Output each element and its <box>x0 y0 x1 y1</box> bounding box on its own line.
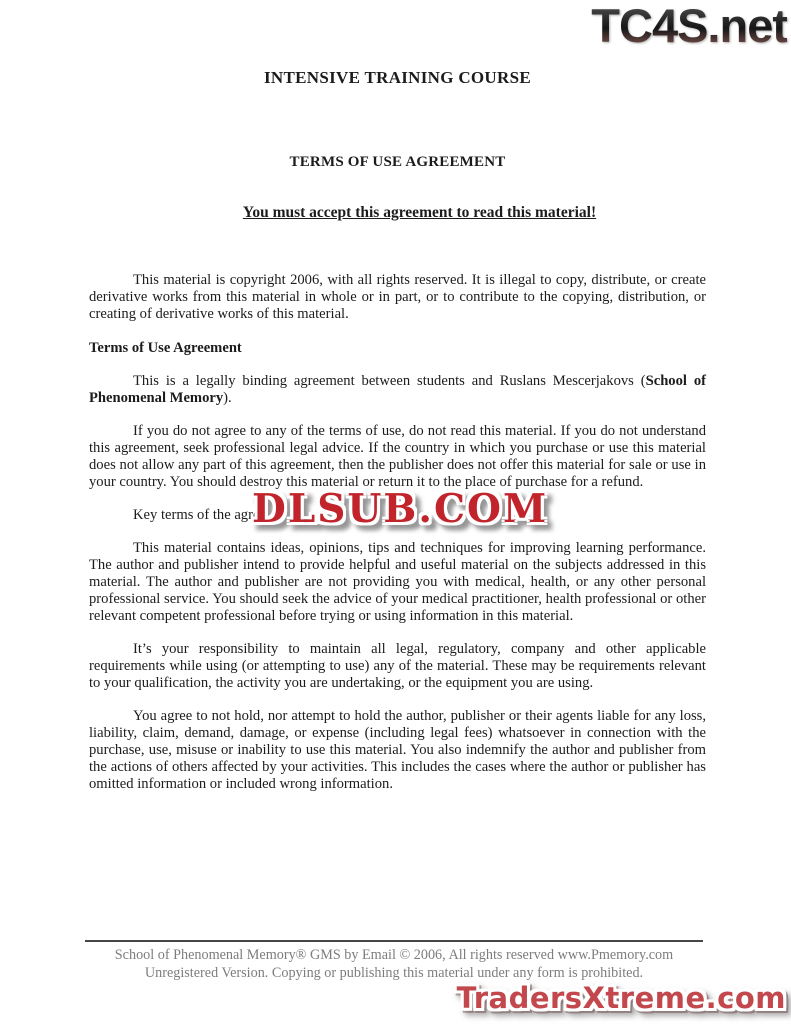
dlsub-watermark: DLSUB.COM <box>252 486 549 532</box>
footer-unregistered-line: Unregistered Version. Copying or publishing this material under any form is prohibited. <box>144 965 644 981</box>
course-title: INTENSIVE TRAINING COURSE <box>264 68 531 87</box>
paragraph-liability: You agree to not hold, nor attempt to hold the author, publisher or their agents liable for any loss, liability, claim, demand, damage, or expense (including legal fees) whatsoever in connection with the purchase, use, misuse or inability to use this material. You also indemnify the author and publisher from the actions of others affected by your activities. This includes the cases where the author or publisher has omitted information or included wrong information. <box>89 708 706 792</box>
paragraph-disagree: If you do not agree to any of the terms of use, do not read this material. If you do not understand this agreement, seek professional legal advice. If the country in which you purchase or use this material does not allow any part of this agreement, then the publisher does not offer this material for sale or use in your country. You should destroy this material or return it to the place of purchase for a refund. <box>89 423 706 490</box>
agreement-title: TERMS OF USE AGREEMENT <box>289 154 506 170</box>
binding-paragraph-bold: School of Phenomenal Memory <box>89 373 706 406</box>
page-footer <box>85 940 703 982</box>
paragraph-binding-agreement <box>89 373 706 407</box>
paragraph-responsibility: It’s your responsibility to maintain all legal, regulatory, company and other applicable requirements while using (or attempting to use) any of the material. These may be requirements relevant to your qualification, the activity you are undertaking, or the equipment you are using. <box>89 641 706 691</box>
paragraph-content-disclaimer: This material contains ideas, opinions, tips and techniques for improving learning performance. The author and publisher intend to provide helpful and useful material on the subjects addressed in this material. The author and publisher are not providing you with medical, health, or any other personal professional service. You should seek the advice of your medical practitioner, health professional or other relevant competent professional before trying or using information in this material. <box>89 540 706 624</box>
paragraph-copyright: This material is copyright 2006, with all rights reserved. It is illegal to copy, distribute, or create derivative works from this material in whole or in part, or to contribute to the copying, distribution, or creating of derivative works of this material. <box>89 272 706 322</box>
key-terms-line: Key terms of the agre <box>133 507 260 523</box>
document-content <box>89 0 706 809</box>
tc4s-logo-watermark: TC4S.net <box>591 0 787 52</box>
footer-divider <box>85 940 703 942</box>
tradersxtreme-watermark: TradersXtreme.com <box>456 981 786 1015</box>
section-heading-terms-of-use: Terms of Use Agreement <box>89 340 242 356</box>
accept-notice: You must accept this agreement to read this material! <box>242 204 597 221</box>
footer-copyright-line: School of Phenomenal Memory® GMS by Email © 2006, All rights reserved www.Pmemory.com <box>114 947 674 963</box>
binding-paragraph-prefix: This is a legally binding agreement between students and Ruslans Mescerjakovs ( <box>133 373 646 389</box>
binding-paragraph-suffix: ). <box>223 390 232 406</box>
